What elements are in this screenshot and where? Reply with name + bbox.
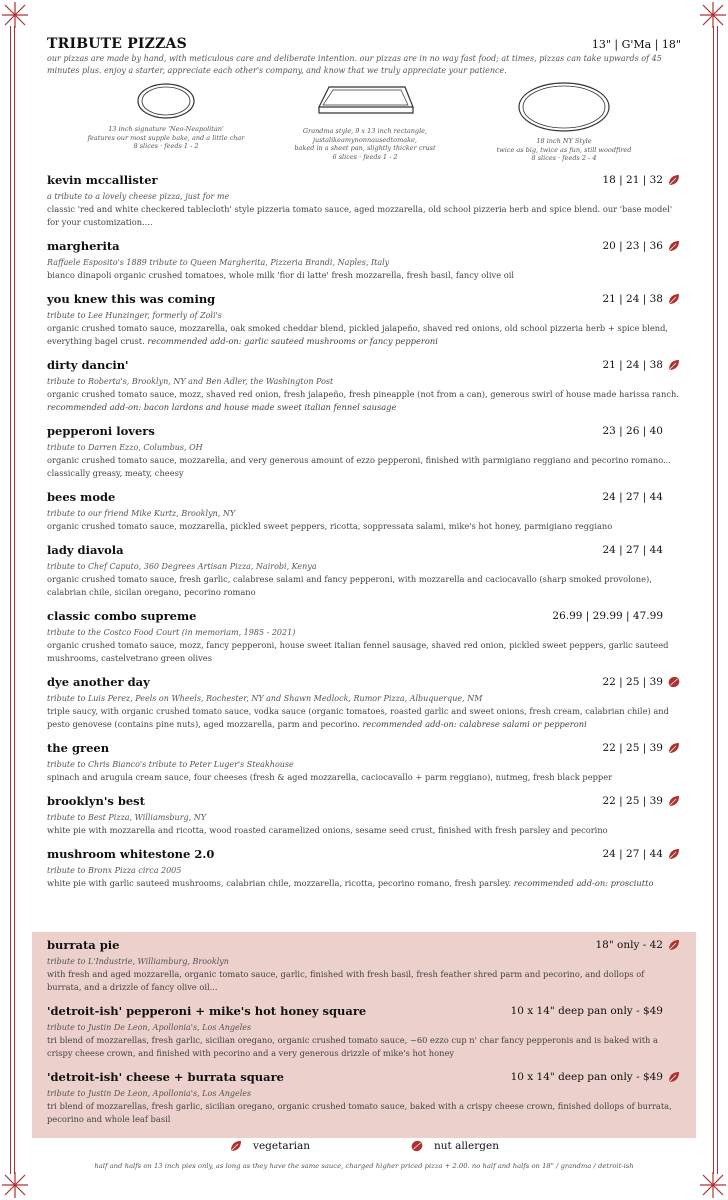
menu-item-header: [47, 675, 681, 689]
menu-item-price: 18 | 21 | 32: [602, 173, 663, 186]
menu-item-header: [47, 239, 681, 253]
leaf-icon: [667, 292, 681, 306]
legend-vegetarian-label: vegetarian: [253, 1140, 310, 1152]
leaf-icon: [667, 1070, 681, 1084]
menu-item-name: 'detroit-ish' cheese + burrata square: [47, 1070, 284, 1084]
menu-item-name: bees mode: [47, 489, 116, 504]
menu-item-description: [47, 824, 681, 837]
menu-item-price: 23 | 26 | 40: [602, 424, 663, 437]
leaf-icon: [667, 794, 681, 808]
leaf-icon: [667, 741, 681, 755]
menu-item-header: [47, 938, 681, 952]
menu-item-header: [47, 358, 681, 372]
menu-item-price: 18" only - 42: [595, 939, 663, 951]
menu-item-price-group: [602, 675, 681, 689]
menu-item: [47, 239, 681, 282]
menu-item-name: dye another day: [47, 674, 150, 689]
nut-icon: [667, 675, 681, 689]
frame-line-left-inner: [14, 26, 15, 1174]
menu-item: [47, 938, 681, 994]
menu-item-ingredients: white pie with garlic sauteed mushrooms, calabrian chile, mozzarella, ricotta, pecorino romano, fresh parsley.: [47, 877, 514, 888]
menu-item-description: [47, 573, 681, 599]
legend: [0, 1139, 728, 1153]
footer-note: half and halfs on 13 inch pies only, as long as they have the same sauce, charged higher priced pizza + 2.00. no half and halfs on 18" / grandma / detroit-ish: [94, 1162, 634, 1170]
format-line: 8 slices · feeds 1 - 2: [133, 142, 199, 150]
menu-item: [47, 543, 681, 599]
menu-item-description: [47, 454, 681, 480]
leaf-icon: [667, 938, 681, 952]
menu-item-name: lady diavola: [47, 542, 124, 557]
menu-item-header: [47, 741, 681, 755]
menu-item-name: kevin mccallister: [47, 172, 158, 187]
recommended-addon: recommended add-on: calabrese salami or pepperoni: [362, 718, 587, 729]
icon-spacer: [667, 1004, 681, 1018]
menu-item-price: 10 x 14" deep pan only - $49: [510, 1071, 663, 1083]
frame-line-right-inner: [713, 26, 714, 1174]
menu-item: [47, 1004, 681, 1060]
menu-item-ingredients: white pie with mozzarella and ricotta, wood roasted caramelized onions, sesame seed crust, finished with fresh parsley and pecorino: [47, 824, 608, 835]
frame-line-right: [717, 26, 718, 1174]
menu-item-ingredients: with fresh and aged mozzarella, organic tomato sauce, garlic, finished with fresh basil, fresh feather shred parm and pecorino, and dollops of burrata, and a drizzle of fancy olive oil...: [47, 969, 645, 992]
menu-item-name: classic combo supreme: [47, 608, 197, 623]
nut-icon: [410, 1139, 424, 1153]
menu-item: [47, 741, 681, 784]
star-ornament-icon: [0, 1170, 30, 1200]
menu-item-header: [47, 173, 681, 187]
large-round-pizza-icon: [517, 81, 611, 133]
menu-item-description: [47, 388, 681, 414]
menu-item-header: [47, 1004, 681, 1018]
format-line: Grandma style, 9 x 13 inch rectangle,: [302, 127, 428, 135]
menu-item-header: [47, 490, 681, 504]
menu-item-tribute: a tribute to a lovely cheese pizza, just for me: [47, 191, 230, 201]
menu-item-ingredients: organic crushed tomato sauce, mozzarella, pickled sweet peppers, ricotta, soppressata salami, mike's hot honey, parmigiano reggiano: [47, 520, 613, 531]
menu-item-ingredients: spinach and arugula cream sauce, four cheeses (fresh & aged mozzarella, caciocavallo + parm reggiano), nutmeg, fresh black pepper: [47, 771, 613, 782]
menu-item-description: [47, 968, 681, 994]
size-columns-header: 13" | G'Ma | 18": [591, 38, 681, 51]
intro-text: our pizzas are made by hand, with meticulous care and deliberate intention. our pizzas are in no way fast food; at times, pizzas can take upwards of 45 minutes plus. enjoy a starter, appreciate each other's company, and know that we truly appreciate your patience.: [47, 54, 662, 75]
menu-item-price: 22 | 25 | 39: [602, 794, 663, 807]
menu-item-price-group: [602, 424, 681, 438]
icon-spacer: [667, 543, 681, 557]
format-line: features our most supple bake, and a little char: [87, 133, 245, 142]
menu-item-name: you knew this was coming: [47, 291, 216, 306]
format-grandma: [280, 81, 450, 163]
menu-item-tribute: tribute to Best Pizza, Williamsburg, NY: [47, 812, 207, 822]
menu-item-description: [47, 877, 681, 890]
menu-item-header: [47, 543, 681, 557]
menu-item-description: [47, 1100, 681, 1126]
star-ornament-icon: [698, 0, 728, 30]
menu-item-ingredients: tri blend of mozzarellas, fresh garlic, sicilian oregano, organic crushed tomato sauce, ~60 ezzo cup n' char fancy pepperonis and is baked with a crispy cheese crown, and finished with pecorino and a very generous drizzle of mike's hot honey: [47, 1035, 658, 1058]
menu-item-description: [47, 1034, 681, 1060]
legend-nut-allergen: [410, 1139, 499, 1153]
menu-item-price: 21 | 24 | 38: [602, 358, 663, 371]
menu-item-price: 22 | 25 | 39: [602, 675, 663, 688]
menu-item-ingredients: triple saucy, with organic crushed tomato sauce, vodka sauce (organic tomatoes, roasted garlic and sweet onions, fresh cream, calabrian chile) and pesto genovese (contains pine nuts), aged mozzarella, parm and pecorino.: [47, 705, 669, 729]
menu-item: [47, 358, 681, 414]
menu-item-tribute: tribute to L'Industrie, Williamburg, Brooklyn: [47, 957, 229, 966]
format-line: 8 slices · feeds 2 - 4: [531, 154, 597, 162]
menu-item-tribute: tribute to Justin De Leon, Apollonia's, Los Angeles: [47, 1023, 252, 1032]
menu-item-description: [47, 203, 681, 229]
menu-item-name: brooklyn's best: [47, 793, 145, 808]
menu-item-header: [47, 424, 681, 438]
menu-item-header: [47, 1070, 681, 1084]
menu-item-price-group: [602, 543, 681, 557]
menu-item-price-group: [602, 173, 681, 187]
leaf-icon: [667, 358, 681, 372]
menu-item-ingredients: organic crushed tomato sauce, mozz, fancy pepperoni, house sweet italian fennel sausage, shaved red onion, pickled sweet peppers, garlic sauteed mushrooms, castelvetrano green olives: [47, 639, 669, 663]
recommended-addon: recommended add-on: prosciutto: [513, 877, 654, 888]
leaf-icon: [667, 847, 681, 861]
menu-item-header: [47, 292, 681, 306]
menu-item-name: burrata pie: [47, 938, 120, 952]
menu-item-price-group: [511, 1004, 681, 1018]
icon-spacer: [667, 424, 681, 438]
menu-item-name: margherita: [47, 238, 120, 253]
menu-item: [47, 847, 681, 890]
menu-item-name: dirty dancin': [47, 357, 129, 372]
menu-item-price-group: [602, 239, 681, 253]
menu-item-price: 10 x 14" deep pan only - $49: [510, 1005, 663, 1017]
icon-spacer: [667, 609, 681, 623]
menu-item: [47, 424, 681, 480]
menu-item-ingredients: organic crushed tomato sauce, mozz, shaved red onion, fresh jalapeño, fresh pineapple (not from a can), generous swirl of house made harissa ranch.: [47, 388, 679, 399]
menu-item-ingredients: bianco dinapoli organic crushed tomatoes, whole milk 'fior di latte' fresh mozzarella, fresh basil, fancy olive oil: [47, 269, 515, 280]
menu-item-ingredients: organic crushed tomato sauce, mozzarella, and very generous amount of ezzo pepperoni, finished with parmigiano reggiano and pecorino romano... classically greasy, meaty, cheesy: [47, 454, 671, 478]
menu-item-price-group: [602, 794, 681, 808]
legend-nut-label: nut allergen: [433, 1140, 499, 1152]
menu-item-description: [47, 269, 681, 282]
menu-item-tribute: tribute to the Costco Food Court (in memoriam, 1985 - 2021): [47, 627, 296, 637]
menu-item-tribute: tribute to Lee Hunzinger, formerly of Zoli's: [47, 310, 222, 320]
recommended-addon: recommended add-on: bacon lardons and house made sweet italian fennel sausage: [47, 401, 397, 412]
leaf-icon: [667, 173, 681, 187]
format-13-inch: [81, 81, 251, 163]
recommended-addon: recommended add-on: garlic sauteed mushrooms or fancy pepperoni: [147, 335, 438, 346]
format-line: 13 inch signature 'Neo-Neapolitan': [108, 125, 224, 133]
menu-item-price: 20 | 23 | 36: [602, 239, 663, 252]
menu-item: [47, 173, 681, 229]
menu-item-tribute: tribute to Chris Bianco's tribute to Peter Luger's Steakhouse: [47, 759, 294, 769]
format-line: 18 inch NY Style: [536, 137, 592, 145]
menu-item-price-group: [602, 847, 681, 861]
menu-item-price: 24 | 27 | 44: [602, 847, 663, 860]
menu-item-price: 22 | 25 | 39: [602, 741, 663, 754]
menu-item-tribute: tribute to Darren Ezzo, Columbus, OH: [47, 442, 203, 452]
page-title: TRIBUTE PIZZAS: [47, 36, 187, 52]
featured-pizza-list: [47, 938, 681, 1126]
pizza-formats: [47, 81, 681, 163]
menu-item-tribute: tribute to Bronx Pizza circa 2005: [47, 865, 182, 875]
menu-item-price-group: [602, 741, 681, 755]
round-pizza-icon: [136, 81, 196, 121]
menu-item-header: [47, 609, 681, 623]
menu-item-description: [47, 771, 681, 784]
star-ornament-icon: [698, 1170, 728, 1200]
sheet-pan-icon: [315, 81, 415, 123]
menu-item-price-group: [511, 1070, 681, 1084]
menu-item-price-group: [552, 609, 681, 623]
menu-item-ingredients: classic 'red and white checkered tablecloth' style pizzeria tomato sauce, aged mozzarella, old school pizzeria herb and spice blend. our 'base model' for your customization....: [47, 203, 673, 227]
menu-item-price: 24 | 27 | 44: [602, 490, 663, 503]
menu-item-ingredients: organic crushed tomato sauce, fresh garlic, calabrese salami and fancy pepperoni, with mozzarella and caciocavallo (sharp smoked provolone), calabrian chile, sicilan oregano, pecorino romano: [47, 573, 652, 597]
frame-line-left: [10, 26, 11, 1174]
format-line: twice as big, twice as fun, still woodfired: [496, 145, 632, 154]
menu-item-tribute: tribute to Roberta's, Brooklyn, NY and Ben Adler, the Washington Post: [47, 376, 334, 386]
format-18-inch: [479, 81, 649, 163]
menu-item-ingredients: organic crushed tomato sauce, mozzarella, oak smoked cheddar blend, pickled jalapeño, shaved red onions, old school pizzeria herb + spice blend, everything bagel crust.: [47, 322, 669, 346]
legend-vegetarian: [229, 1139, 310, 1153]
menu-item-description: [47, 322, 681, 348]
menu-item: [47, 490, 681, 533]
menu-item-tribute: tribute to our friend Mike Kurtz, Brooklyn, NY: [47, 508, 236, 518]
menu-item-price-group: [596, 938, 682, 952]
menu-item-tribute: tribute to Chef Caputo, 360 Degrees Artisan Pizza, Nairobi, Kenya: [47, 561, 317, 571]
menu-content: [47, 36, 681, 890]
format-line: 6 slices · feeds 1 - 2: [332, 152, 398, 161]
menu-item-ingredients: tri blend of mozzarellas, fresh garlic, sicilian oregano, organic crushed tomato sauce, baked with a crispy cheese crown, finished dollops of burrata, pecorino and whole leaf basil: [47, 1101, 672, 1124]
menu-item-price: 21 | 24 | 38: [602, 292, 663, 305]
menu-item-tribute: Raffaele Esposito's 1889 tribute to Queen Margherita, Pizzeria Brandi, Naples, Italy: [47, 257, 390, 267]
menu-item-tribute: tribute to Justin De Leon, Apollonia's, Los Angeles: [47, 1089, 252, 1098]
menu-item: [47, 675, 681, 731]
menu-item-name: 'detroit-ish' pepperoni + mike's hot honey square: [47, 1004, 367, 1018]
format-line: justalikeamynonnausedtomake,: [313, 135, 417, 144]
icon-spacer: [667, 490, 681, 504]
menu-item-tribute: tribute to Luis Perez, Peels on Wheels, Rochester, NY and Shawn Medlock, Rumor Pizza, Albuquerque, NM: [47, 693, 483, 703]
menu-item-price-group: [602, 292, 681, 306]
menu-item-header: [47, 794, 681, 808]
menu-item-description: [47, 520, 681, 533]
menu-item-price-group: [602, 490, 681, 504]
menu-item-description: [47, 705, 681, 731]
menu-item-name: the green: [47, 740, 110, 755]
leaf-icon: [667, 239, 681, 253]
menu-item-name: mushroom whitestone 2.0: [47, 846, 215, 861]
menu-item: [47, 794, 681, 837]
format-line: baked in a sheet pan, slightly thicker crust: [294, 144, 436, 152]
menu-item-price: 24 | 27 | 44: [602, 543, 663, 556]
menu-item: [47, 609, 681, 665]
menu-item-description: [47, 639, 681, 665]
menu-item-header: [47, 847, 681, 861]
leaf-icon: [229, 1139, 243, 1153]
menu-item-price-group: [602, 358, 681, 372]
menu-item-price: 26.99 | 29.99 | 47.99: [552, 609, 663, 622]
menu-item: [47, 292, 681, 348]
menu-item: [47, 1070, 681, 1126]
pizza-list: [47, 173, 681, 890]
menu-header: [47, 36, 681, 52]
menu-item-name: pepperoni lovers: [47, 423, 155, 438]
star-ornament-icon: [0, 0, 30, 30]
